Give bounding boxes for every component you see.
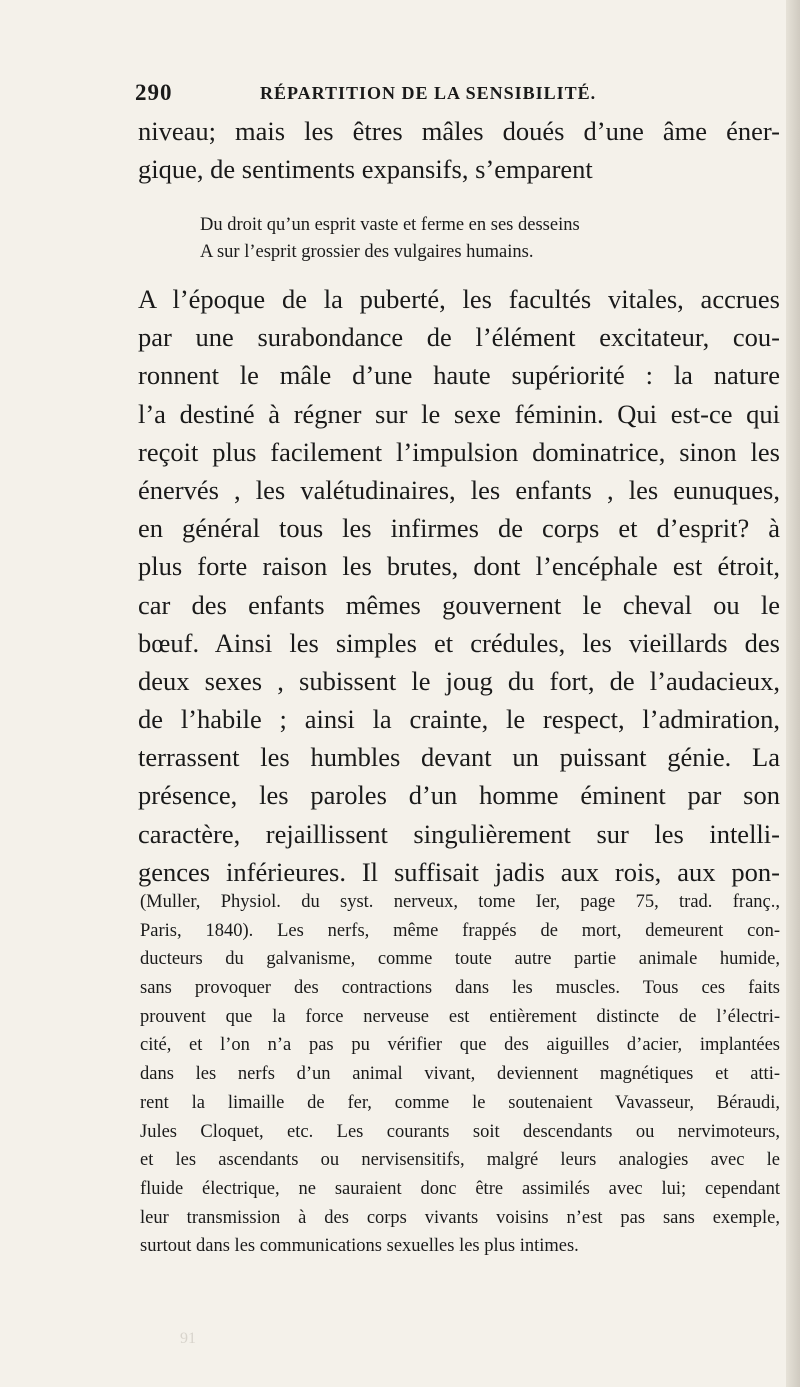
text-line: terrassent les humbles devant un puissant génie. La: [138, 742, 780, 773]
page-header: [135, 80, 665, 110]
note-line: cité, et l’on n’a pas pu vérifier que des aiguilles d’acier, implantées: [140, 1035, 780, 1056]
verse-line: A sur l’esprit grossier des vulgaires humains.: [200, 242, 534, 262]
note-line: sans provoquer des contractions dans les muscles. Tous ces faits: [140, 978, 780, 999]
faint-folio-mark: 91: [180, 1330, 196, 1347]
text-line: car des enfants mêmes gouvernent le cheval ou le: [138, 589, 780, 620]
note-line: (Muller, Physiol. du syst. nerveux, tome Ier, page 75, trad. franç.,: [140, 892, 780, 912]
text-line: de l’habile ; ainsi la crainte, le respect, l’admiration,: [138, 704, 780, 735]
running-title: RÉPARTITION DE LA SENSIBILITÉ.: [260, 83, 597, 103]
text-line: présence, les paroles d’un homme éminent par son: [138, 780, 780, 811]
note-line: Paris, 1840). Les nerfs, même frappés de mort, demeurent con-: [140, 920, 780, 941]
note-line: leur transmission à des corps vivants voisins n’est pas sans exemple,: [140, 1207, 780, 1228]
note-line: rent la limaille de fer, comme le soutenaient Vavasseur, Béraudi,: [140, 1092, 780, 1113]
text-line: ronnent le mâle d’une haute supériorité : la nature: [138, 360, 780, 391]
text-line: A l’époque de la puberté, les facultés vitales, accrues: [138, 284, 780, 314]
note-line: prouvent que la force nerveuse est entièrement distincte de l’électri-: [140, 1006, 780, 1027]
opening-paragraph: [138, 112, 780, 188]
verse-quote: [200, 212, 720, 266]
text-line: niveau; mais les êtres mâles doués d’une âme éner-: [138, 116, 780, 146]
verse-line: Du droit qu’un esprit vaste et ferme en ses desseins: [200, 215, 580, 235]
text-line: gique, de sentiments expansifs, s’emparent: [138, 154, 593, 185]
text-line: énervés , les valétudinaires, les enfants , les eunuques,: [138, 474, 780, 505]
footnote: [140, 888, 780, 1261]
note-line: et les ascendants ou nervisensitifs, malgré leurs analogies avec le: [140, 1150, 780, 1171]
text-line: l’a destiné à régner sur le sexe féminin. Qui est-ce qui: [138, 398, 780, 429]
text-line: plus forte raison les brutes, dont l’encéphale est étroit,: [138, 551, 780, 582]
main-paragraph: [138, 280, 780, 891]
text-line: reçoit plus facilement l’impulsion dominatrice, sinon les: [138, 436, 780, 467]
note-line: ducteurs du galvanisme, comme toute autre partie animale humide,: [140, 949, 780, 970]
note-line: fluide électrique, ne sauraient donc être assimilés avec lui; cependant: [140, 1178, 780, 1199]
note-line: surtout dans les communications sexuelles les plus intimes.: [140, 1236, 579, 1257]
text-line: deux sexes , subissent le joug du fort, de l’audacieux,: [138, 665, 780, 696]
page-number: 290: [135, 80, 173, 105]
text-line: caractère, rejaillissent singulièrement sur les intelli-: [138, 818, 780, 849]
note-line: Jules Cloquet, etc. Les courants soit descendants ou nervimoteurs,: [140, 1121, 780, 1142]
text-line: par une surabondance de l’élément excitateur, cou-: [138, 322, 780, 353]
text-line: en général tous les infirmes de corps et d’esprit? à: [138, 513, 780, 544]
text-line: bœuf. Ainsi les simples et crédules, les vieillards des: [138, 627, 780, 658]
note-line: dans les nerfs d’un animal vivant, deviennent magnétiques et atti-: [140, 1064, 780, 1085]
page-edge: [786, 0, 800, 1387]
text-line: gences inférieures. Il suffisait jadis aux rois, aux pon-: [138, 856, 780, 887]
